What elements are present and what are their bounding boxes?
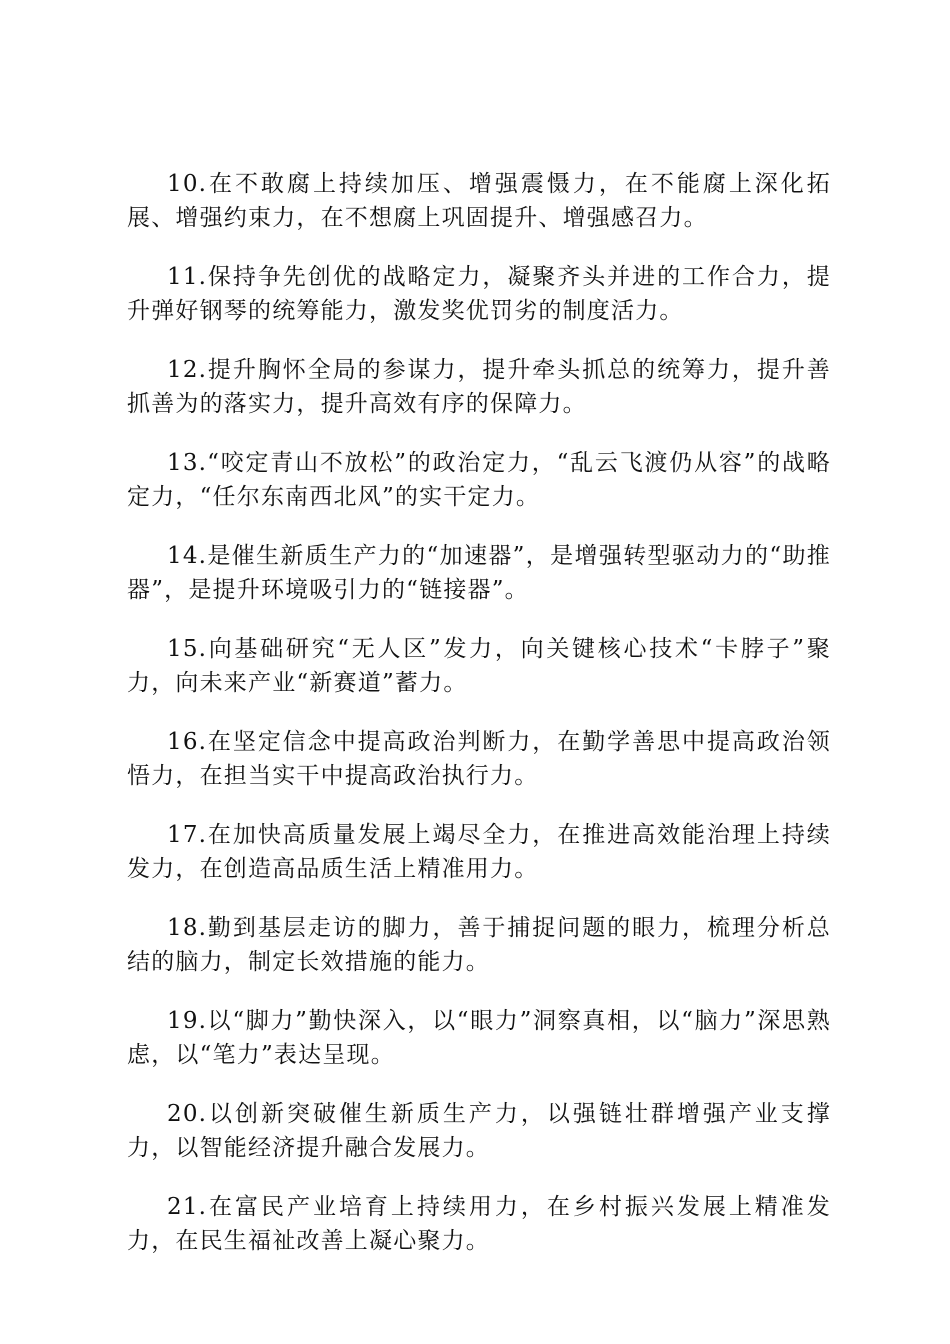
paragraph-item-16: 16.在坚定信念中提高政治判断力，在勤学善思中提高政治领悟力，在担当实干中提高政治执行力。 (127, 729, 831, 789)
paragraph-item-15: 15.向基础研究“无人区”发力，向关键核心技术“卡脖子”聚力，向未来产业“新赛道”蓄力。 (127, 636, 831, 696)
document-body (127, 167, 831, 1283)
paragraph-item-21: 21.在富民产业培育上持续用力，在乡村振兴发展上精准发力，在民生福祉改善上凝心聚力。 (127, 1194, 831, 1254)
paragraph-item-13: 13.“咬定青山不放松”的政治定力，“乱云飞渡仍从容”的战略定力，“任尔东南西北风”的实干定力。 (127, 450, 831, 510)
paragraph-item-20: 20.以创新突破催生新质生产力，以强链壮群增强产业支撑力，以智能经济提升融合发展力。 (127, 1101, 831, 1161)
paragraph-item-17: 17.在加快高质量发展上竭尽全力，在推进高效能治理上持续发力，在创造高品质生活上精准用力。 (127, 822, 831, 882)
paragraph-item-11: 11.保持争先创优的战略定力，凝聚齐头并进的工作合力，提升弹好钢琴的统筹能力，激发奖优罚劣的制度活力。 (127, 264, 831, 324)
paragraph-item-18: 18.勤到基层走访的脚力，善于捕捉问题的眼力，梳理分析总结的脑力，制定长效措施的能力。 (127, 915, 831, 975)
paragraph-item-14: 14.是催生新质生产力的“加速器”，是增强转型驱动力的“助推器”，是提升环境吸引力的“链接器”。 (127, 543, 831, 603)
paragraph-item-19: 19.以“脚力”勤快深入，以“眼力”洞察真相，以“脑力”深思熟虑，以“笔力”表达呈现。 (127, 1008, 831, 1068)
paragraph-item-12: 12.提升胸怀全局的参谋力，提升牵头抓总的统筹力，提升善抓善为的落实力，提升高效有序的保障力。 (127, 357, 831, 417)
paragraph-item-10: 10.在不敢腐上持续加压、增强震慑力，在不能腐上深化拓展、增强约束力，在不想腐上巩固提升、增强感召力。 (127, 171, 831, 231)
